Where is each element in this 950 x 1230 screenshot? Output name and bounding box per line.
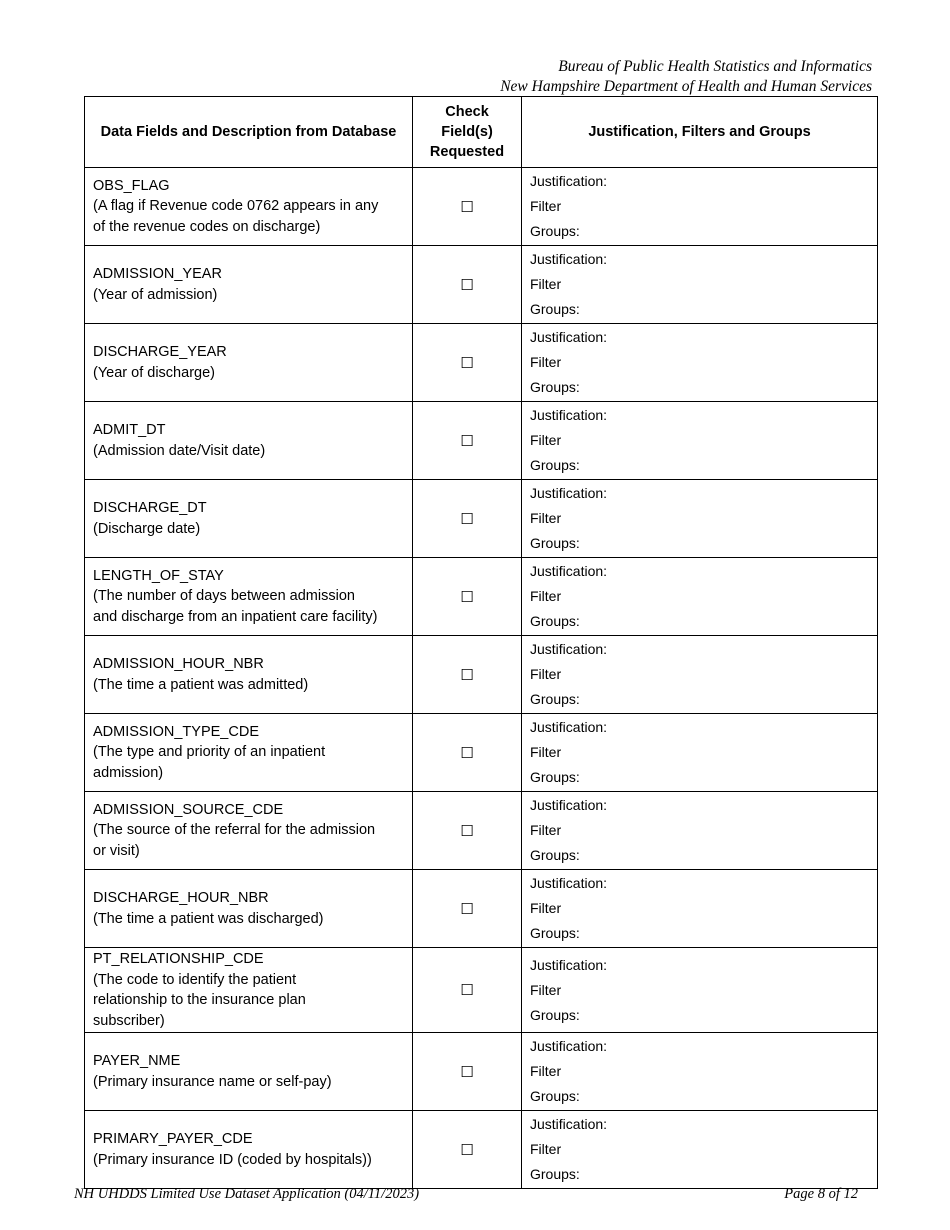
groups-label: Groups: [530,457,580,473]
field-name: ADMISSION_HOUR_NBR [93,656,264,672]
field-description-line: admission) [93,764,164,781]
justification-cell[interactable] [522,1033,878,1111]
field-requested-checkbox[interactable]: ☐ [460,821,474,840]
filter-label: Filter [530,276,562,292]
field-description-line: (Primary insurance ID (coded by hospitals)) [93,1151,372,1168]
field-description-line: (Year of discharge) [93,364,215,381]
table-header-row [85,97,878,168]
field-name: ADMIT_DT [93,422,166,438]
groups-label: Groups: [530,379,580,395]
justification-label: Justification: [530,719,608,735]
field-name: PT_RELATIONSHIP_CDE [93,951,264,967]
field-description-line: (The source of the referral for the admission [93,822,376,839]
field-name: PAYER_NME [93,1053,181,1069]
justification-label: Justification: [530,875,608,891]
justification-label: Justification: [530,956,608,973]
field-requested-cell [413,714,522,792]
header-department: New Hampshire Department of Health and Human Services [500,78,872,95]
field-requested-cell [413,402,522,480]
justification-label: Justification: [530,1116,608,1132]
field-description-line: relationship to the insurance plan [93,992,306,1008]
justification-label: Justification: [530,173,608,189]
field-requested-cell [413,480,522,558]
field-description-line: (Year of admission) [93,286,218,303]
filter-label: Filter [530,1141,562,1157]
groups-label: Groups: [530,769,580,785]
field-name: OBS_FLAG [93,177,170,194]
justification-label: Justification: [530,563,608,579]
data-fields-table [84,96,878,1189]
field-description-line: (Primary insurance name or self-pay) [93,1073,332,1090]
field-description [85,324,413,402]
field-description [85,558,413,636]
filter-label: Filter [530,822,562,838]
groups-label: Groups: [530,691,580,707]
table-row [85,246,878,324]
field-description-line: (The number of days between admission [93,588,355,605]
table-row [85,714,878,792]
justification-cell[interactable] [522,402,878,480]
field-description-line: (The type and priority of an inpatient [93,744,326,761]
justification-label: Justification: [530,329,608,345]
field-requested-checkbox[interactable]: ☐ [460,509,474,528]
justification-cell[interactable] [522,636,878,714]
groups-label: Groups: [530,535,580,551]
table-row [85,1111,878,1189]
justification-cell[interactable] [522,324,878,402]
field-requested-cell [413,636,522,714]
field-description [85,870,413,948]
groups-label: Groups: [530,1166,580,1182]
justification-cell[interactable] [522,948,878,1033]
justification-label: Justification: [530,1038,608,1054]
field-requested-checkbox[interactable]: ☐ [460,587,474,606]
field-description-line: or visit) [93,842,140,859]
field-requested-checkbox[interactable]: ☐ [460,275,474,294]
field-requested-checkbox[interactable]: ☐ [460,899,474,918]
field-description-line: (The code to identify the patient [93,971,297,988]
field-description [85,402,413,480]
field-description [85,1033,413,1111]
field-requested-checkbox[interactable]: ☐ [460,1140,474,1159]
field-requested-checkbox[interactable]: ☐ [460,665,474,684]
field-requested-cell [413,168,522,246]
field-description [85,246,413,324]
justification-cell[interactable] [522,870,878,948]
field-description-line: (A flag if Revenue code 0762 appears in any [93,198,379,215]
table-row [85,480,878,558]
col-header-justification: Justification, Filters and Groups [522,97,878,168]
justification-label: Justification: [530,485,608,501]
filter-label: Filter [530,900,562,916]
col-header-fields: Data Fields and Description from Database [85,97,413,168]
footer-form-title: NH UHDDS Limited Use Dataset Application (04/11/2023) [74,1186,420,1202]
field-name: ADMISSION_TYPE_CDE [93,723,259,740]
field-description [85,636,413,714]
field-description [85,792,413,870]
field-requested-cell [413,792,522,870]
groups-label: Groups: [530,223,580,239]
field-requested-checkbox[interactable]: ☐ [460,353,474,372]
filter-label: Filter [530,432,562,448]
filter-label: Filter [530,198,562,214]
field-description-line: and discharge from an inpatient care facility) [93,608,378,625]
groups-label: Groups: [530,847,580,863]
table-row [85,168,878,246]
field-description-line: (Admission date/Visit date) [93,442,266,459]
header-bureau: Bureau of Public Health Statistics and Informatics [558,58,872,75]
field-description [85,714,413,792]
justification-label: Justification: [530,251,608,267]
table-row [85,792,878,870]
footer-page-number: Page 8 of 12 [784,1186,858,1202]
field-description [85,1111,413,1189]
field-name: PRIMARY_PAYER_CDE [93,1131,253,1147]
field-description [85,948,413,1033]
justification-label: Justification: [530,407,608,423]
field-name: DISCHARGE_HOUR_NBR [93,890,269,906]
field-requested-cell [413,1033,522,1111]
field-description-line: (The time a patient was admitted) [93,676,309,693]
field-description [85,480,413,558]
filter-label: Filter [530,981,562,998]
field-requested-checkbox[interactable]: ☐ [460,981,474,999]
field-name: ADMISSION_YEAR [93,266,222,282]
table-row [85,870,878,948]
groups-label: Groups: [530,1006,580,1023]
table-row [85,402,878,480]
field-requested-cell [413,948,522,1033]
groups-label: Groups: [530,925,580,941]
field-requested-cell [413,324,522,402]
filter-label: Filter [530,510,562,526]
table-row [85,636,878,714]
filter-label: Filter [530,744,562,760]
field-description-line: of the revenue codes on discharge) [93,218,321,235]
field-name: DISCHARGE_DT [93,500,207,516]
field-description-line: subscriber) [93,1012,165,1029]
justification-cell[interactable] [522,792,878,870]
field-name: ADMISSION_SOURCE_CDE [93,801,284,818]
field-description-line: (The time a patient was discharged) [93,910,324,927]
justification-cell[interactable] [522,480,878,558]
table-row [85,558,878,636]
groups-label: Groups: [530,1088,580,1104]
table-row [85,324,878,402]
field-name: LENGTH_OF_STAY [93,567,224,584]
field-requested-cell [413,246,522,324]
field-requested-checkbox[interactable]: ☐ [460,743,474,762]
field-requested-checkbox[interactable]: ☐ [460,197,474,216]
field-requested-checkbox[interactable]: ☐ [460,1062,474,1081]
groups-label: Groups: [530,301,580,317]
table-row [85,948,878,1033]
filter-label: Filter [530,666,562,682]
justification-cell[interactable] [522,168,878,246]
field-requested-cell [413,558,522,636]
justification-cell[interactable] [522,558,878,636]
filter-label: Filter [530,354,562,370]
field-requested-checkbox[interactable]: ☐ [460,431,474,450]
justification-cell[interactable] [522,246,878,324]
filter-label: Filter [530,1063,562,1079]
field-description [85,168,413,246]
field-requested-cell [413,870,522,948]
page-header [500,57,872,97]
field-name: DISCHARGE_YEAR [93,344,227,360]
groups-label: Groups: [530,613,580,629]
justification-cell[interactable] [522,714,878,792]
table-row [85,1033,878,1111]
justification-label: Justification: [530,641,608,657]
justification-cell[interactable] [522,1111,878,1189]
justification-label: Justification: [530,797,608,813]
field-description-line: (Discharge date) [93,520,201,537]
col-header-check: Check Field(s) Requested [413,97,522,168]
filter-label: Filter [530,588,562,604]
field-requested-cell [413,1111,522,1189]
